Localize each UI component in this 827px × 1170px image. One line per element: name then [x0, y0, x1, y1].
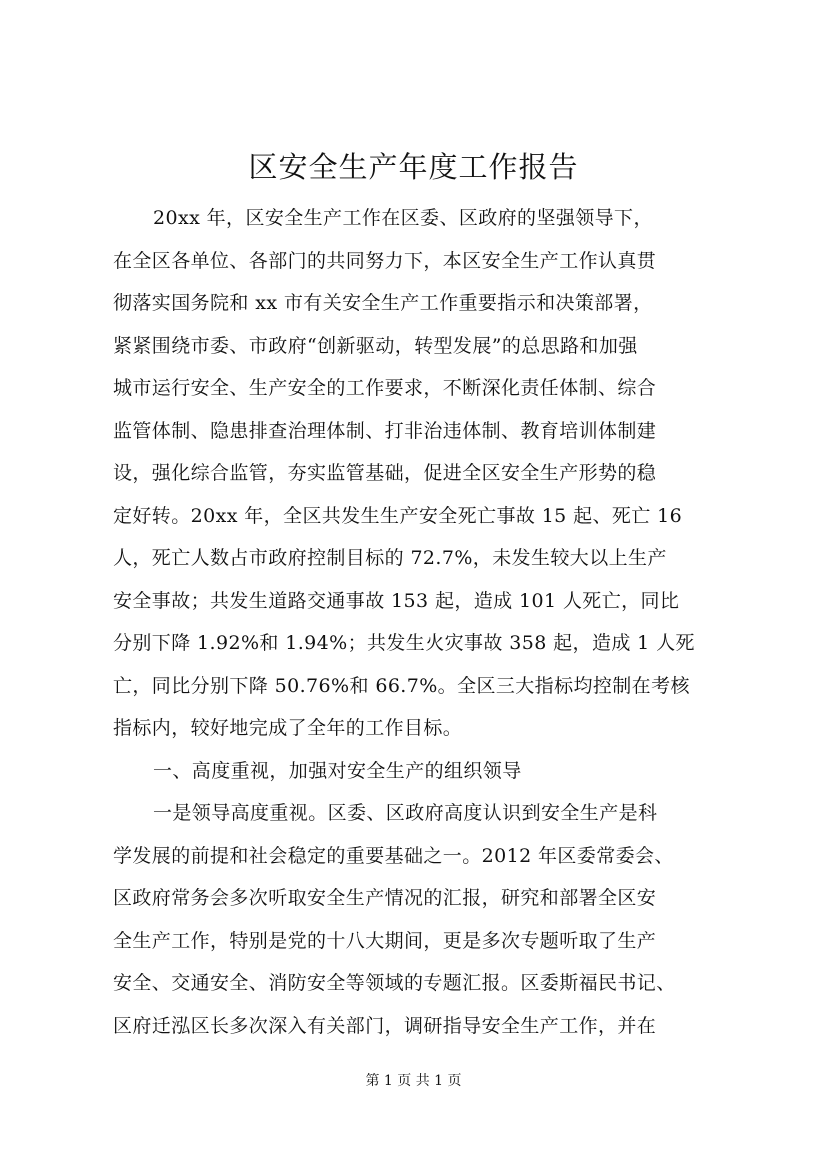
document-body: [113, 197, 725, 1047]
paragraph-line: 学发展的前提和社会稳定的重要基础之一。2012 年区委常委会、: [113, 844, 674, 867]
paragraph-line: 人，死亡人数占市政府控制目标的 72.7%，未发生较大以上生产: [113, 547, 667, 569]
paragraph-line: 分别下降 1.92%和 1.94%；共发生火灾事故 358 起，造成 1 人死: [113, 632, 695, 654]
paragraph-line: 城市运行安全、生产安全的工作要求，不断深化责任体制、综合: [113, 377, 657, 399]
page-footer: 第 1 页 共 1 页: [365, 1073, 462, 1089]
paragraph-line: 紧紧围绕市委、市政府“创新驱动，转型发展”的总思路和加强: [113, 334, 638, 357]
paragraph-line: 彻落实国务院和 xx 市有关安全生产工作重要指示和决策部署，: [113, 292, 653, 314]
paragraph-line: 设，强化综合监管，夯实监管基础，促进全区安全生产形势的稳: [113, 462, 657, 484]
paragraph-line: 指标内，较好地完成了全年的工作目标。: [113, 717, 463, 739]
paragraph-line: 区政府常务会多次听取安全生产情况的汇报，研究和部署全区安: [113, 887, 657, 909]
section-heading: 一、高度重视，加强对安全生产的组织领导: [153, 759, 522, 782]
paragraph-line: 安全、交通安全、消防安全等领域的专题汇报。区委斯福民书记、: [113, 972, 676, 994]
paragraph-line: 区府迁泓区长多次深入有关部门，调研指导安全生产工作，并在: [113, 1014, 657, 1037]
paragraph-line: 在全区各单位、各部门的共同努力下，本区安全生产工作认真贯: [113, 249, 657, 272]
paragraph-line: 一是领导高度重视。区委、区政府高度认识到安全生产是科: [153, 802, 658, 824]
paragraph-line: 定好转。20xx 年，全区共发生生产安全死亡事故 15 起、死亡 16: [113, 504, 683, 527]
document-title: 区安全生产年度工作报告: [248, 150, 579, 184]
paragraph-line: 亡，同比分别下降 50.76%和 66.7%。全区三大指标均控制在考核: [113, 674, 690, 697]
paragraph-line: 安全事故；共发生道路交通事故 153 起，造成 101 人死亡，同比: [113, 589, 680, 612]
paragraph-line: 监管体制、隐患排查治理体制、打非治违体制、教育培训体制建: [113, 419, 657, 442]
paragraph-line: 20xx 年，区安全生产工作在区委、区政府的坚强领导下，: [153, 207, 653, 229]
paragraph-line: 全生产工作，特别是党的十八大期间，更是多次专题听取了生产: [113, 929, 657, 952]
